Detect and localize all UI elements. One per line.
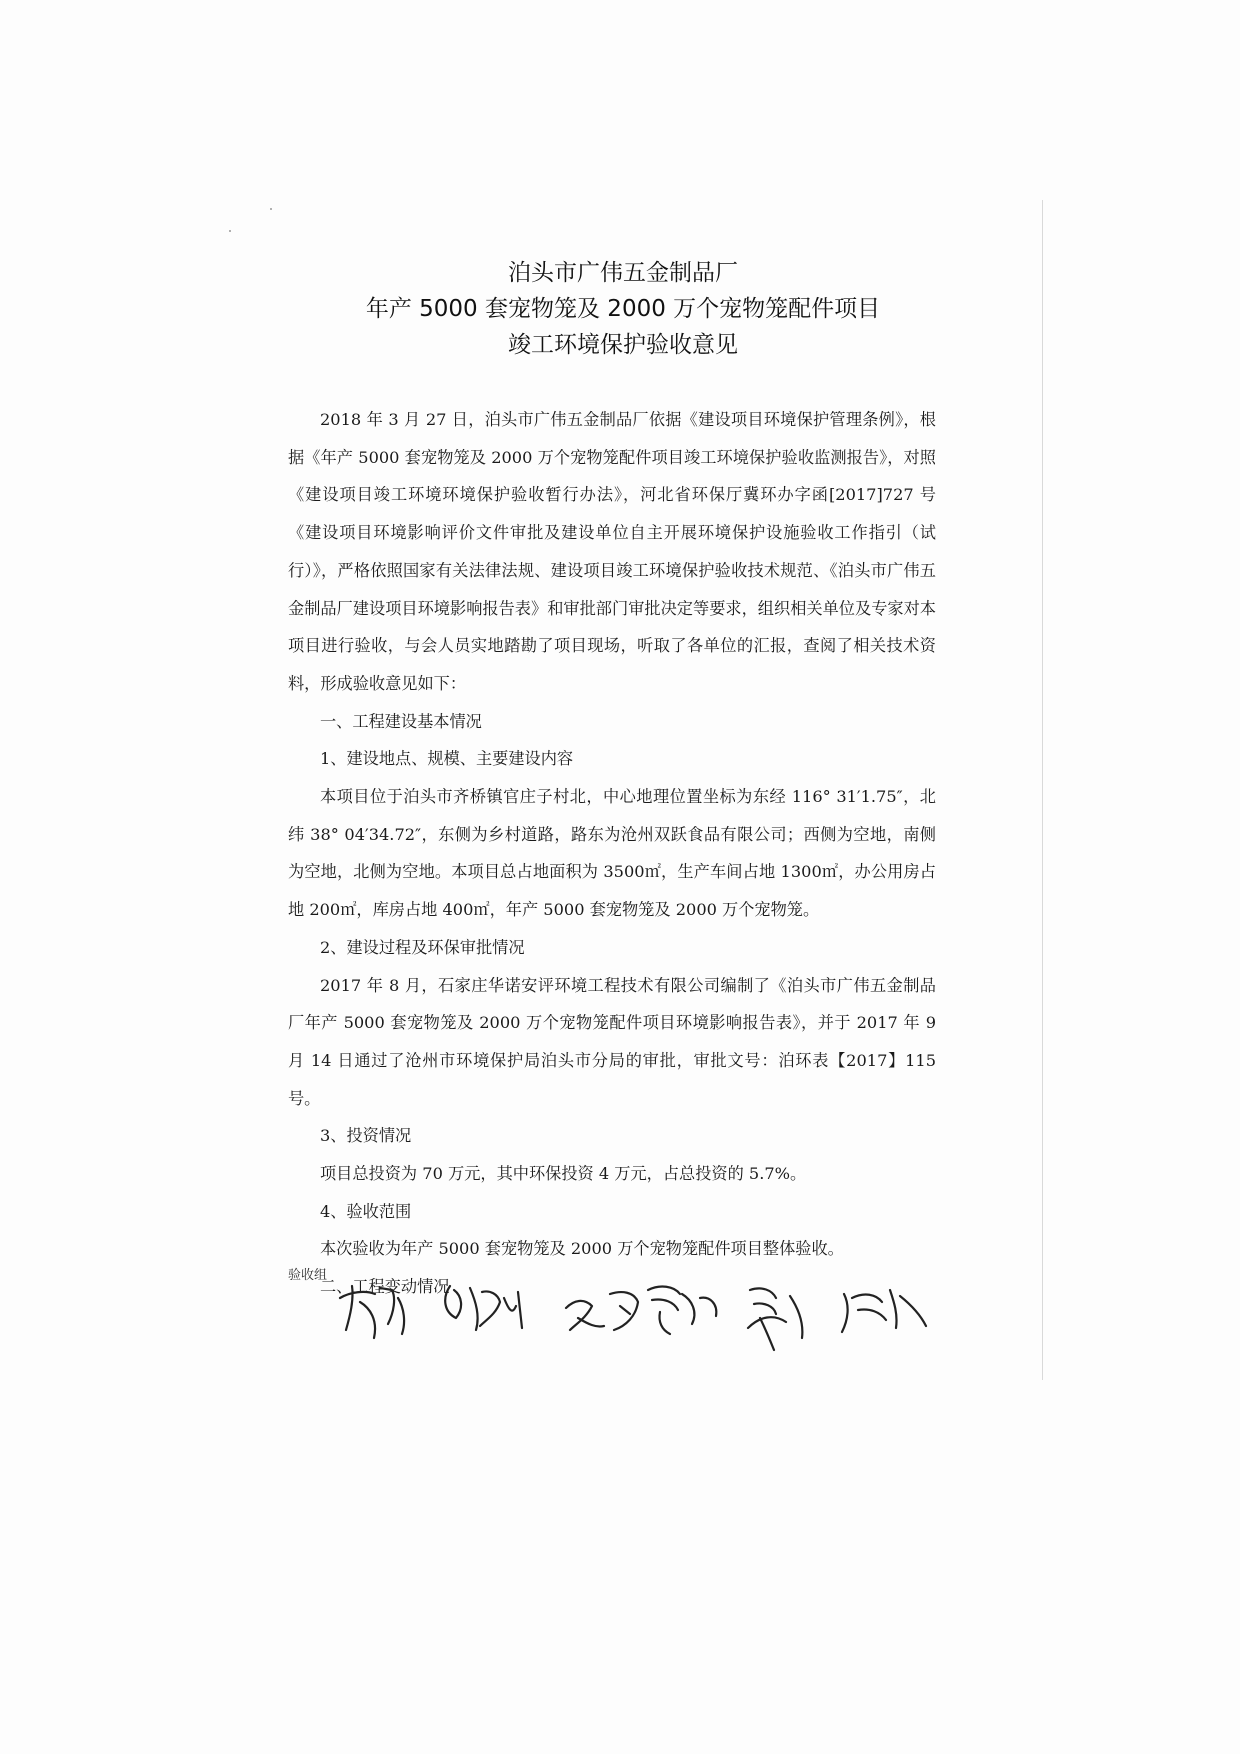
signature-strokes [330,1268,950,1358]
subsection-text-1: 本项目位于泊头市齐桥镇官庄子村北，中心地理位置坐标为东经 116° 31′1.75″，北纬 38° 04′34.72″，东侧为乡村道路，路东为沧州双跃食品有限公司；西侧为空地，南侧为空地，北侧为空地。本项目总占地面积为 3500㎡，生产车间占地 1300㎡，办公用房占地 200㎡，库房占地 400㎡，年产 5000 套宠物笼及 2000 万个宠物笼。 [288,787,936,920]
signature-6 [842,1290,926,1332]
signature-label: 验收组 [288,1268,328,1283]
subsection-text-2: 2017 年 8 月，石家庄华诺安评环境工程技术有限公司编制了《泊头市广伟五金制品厂年产 5000 套宠物笼及 2000 万个宠物笼配件项目环境影响报告表》，并于 2017 年 9 月 14 日通过了沧州市环境保护局泊头市分局的审批，审批文号：泊环表【2017】115 号。 [288,975,936,1108]
signature-4 [648,1287,716,1334]
title-line-3: 竣工环境保护验收意见 [508,332,738,358]
document-body [288,401,936,1306]
scan-speck [270,208,272,210]
document-title [288,255,958,363]
signature-5 [748,1288,802,1350]
subsection-heading-2: 2、建设过程及环保审批情况 [320,937,525,957]
signature-1 [340,1286,404,1338]
subsection-text-3: 项目总投资为 70 万元，其中环保投资 4 万元，占总投资的 5.7%。 [320,1164,807,1184]
subsection-heading-3: 3、投资情况 [320,1126,412,1146]
section-heading-1: 一、工程建设基本情况 [320,711,482,731]
subsection-heading-4: 4、验收范围 [320,1201,412,1221]
signature-3 [566,1292,638,1330]
title-line-2: 年产 5000 套宠物笼及 2000 万个宠物笼配件项目 [365,296,881,322]
handwritten-signatures [330,1268,950,1358]
subsection-text-4: 本次验收为年产 5000 套宠物笼及 2000 万个宠物笼配件项目整体验收。 [320,1239,844,1259]
title-line-1: 泊头市广伟五金制品厂 [508,260,738,286]
scan-edge-line [1042,200,1043,1380]
intro-paragraph: 2018 年 3 月 27 日，泊头市广伟五金制品厂依据《建设项目环境保护管理条例》，根据《年产 5000 套宠物笼及 2000 万个宠物笼配件项目竣工环境保护验收监测报告》，对照《建设项目竣工环境环境保护验收暂行办法》，河北省环保厅冀环办字函[2017]727 号《建设项目环境影响评价文件审批及建设单位自主开展环境保护设施验收工作指引（试行）》，严格依照国家有关法律法规、建设项目竣工环境保护验收技术规范、《泊头市广伟五金制品厂建设项目环境影响报告表》和审批部门审批决定等要求，组织相关单位及专家对本项目进行验收，与会人员实地踏勘了项目现场，听取了各单位的汇报，查阅了相关技术资料，形成验收意见如下： [288,410,936,693]
subsection-heading-1: 1、建设地点、规模、主要建设内容 [320,749,574,769]
signature-2 [445,1286,522,1330]
section-heading-2: 二、工程变动情况 [320,1277,450,1297]
scan-speck [229,230,231,232]
